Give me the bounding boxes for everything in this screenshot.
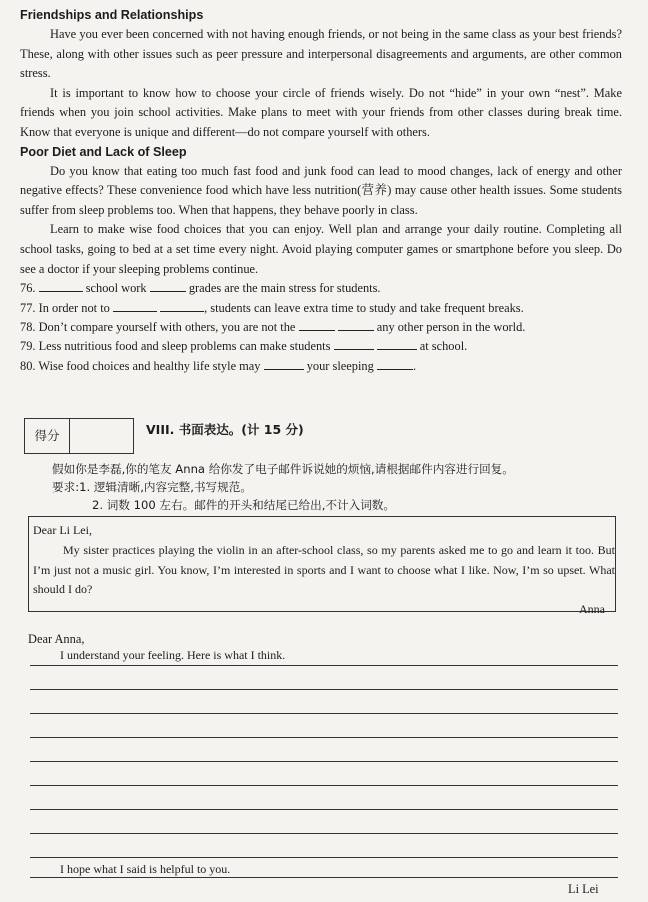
writing-line[interactable] [30, 876, 618, 878]
question-76: 76. school work grades are the main stress for students. [20, 281, 381, 296]
writing-line[interactable] [30, 688, 618, 690]
answer-blank[interactable] [150, 279, 186, 292]
question-77: 77. In order not to , students can leave extra time to study and take frequent breaks. [20, 300, 524, 315]
answer-blank[interactable] [377, 357, 413, 370]
writing-line[interactable] [30, 832, 618, 834]
writing-requirement-1: 要求:1. 逻辑清晰,内容完整,书写规范。 [52, 480, 252, 494]
writing-requirement-2: 2. 词数 100 左右。邮件的开头和结尾已给出,不计入词数。 [92, 498, 395, 512]
reply-greeting: Dear Anna, [28, 632, 85, 646]
writing-line[interactable] [30, 784, 618, 786]
reply-opening: I understand your feeling. Here is what I think. [60, 648, 286, 662]
answer-blank[interactable] [334, 337, 374, 350]
writing-line[interactable] [30, 808, 618, 810]
answer-blank[interactable] [377, 337, 417, 350]
paragraph: Learn to make wise food choices that you can enjoy. Well plan and arrange your daily routine. Completing all school tasks, going to bed at a set time every night. Avoid playing computer games or smartphone before you sleep. Do see a doctor if your sleeping problems continue. [20, 222, 622, 276]
writing-line[interactable] [30, 856, 618, 858]
email-letter-box [28, 516, 616, 617]
writing-line[interactable] [30, 760, 618, 762]
question-78: 78. Don’t compare yourself with others, you are not the any other person in the world. [20, 319, 526, 334]
writing-line[interactable] [30, 736, 618, 738]
exam-page [20, 6, 622, 896]
letter-signature: Anna [579, 602, 605, 617]
answer-blank[interactable] [338, 318, 374, 331]
section-title-writing: VIII. 书面表达。(计 15 分) [146, 422, 304, 437]
writing-line[interactable] [30, 712, 618, 714]
score-label: 得分 [25, 419, 70, 453]
writing-instruction: 假如你是李磊,你的笔友 Anna 给你发了电子邮件诉说她的烦恼,请根据邮件内容进行回复。 [52, 462, 514, 476]
paragraph: Have you ever been concerned with not having enough friends, or not being in the same class as your best friends? These, along with other issues such as peer pressure and interpersonal disagreements and arguments, are other common stress. [20, 27, 622, 81]
reply-signature: Li Lei [568, 882, 599, 896]
question-79: 79. Less nutritious food and sleep problems can make students at school. [20, 339, 468, 354]
paragraph: It is important to know how to choose your circle of friends wisely. Do not “hide” in your own “nest”. Make friends when you join school activities. Make plans to meet with your friends from other classes during break time. Know that everyone is unique and different—do not compare yourself with others. [20, 85, 622, 139]
letter-body: My sister practices playing the violin in an after-school class, so my parents asked me to go and learn it too. But I’m just not a music girl. You know, I’m interested in sports and I want to choose what I like. Now, I’m so upset. What should I do? [33, 542, 615, 597]
score-box [24, 418, 134, 454]
answer-blank[interactable] [39, 279, 83, 292]
paragraph: Do you know that eating too much fast food and junk food can lead to mood changes, lack of energy and other negative effects? These convenience food which have less nutrition(营养) may cause other health issues. Some students suffer from sleep problems too. When that happens, they behave poorly in class. [20, 163, 622, 217]
section-heading-diet-sleep: Poor Diet and Lack of Sleep [20, 144, 187, 159]
section-heading-friendships: Friendships and Relationships [20, 8, 204, 22]
answer-blank[interactable] [160, 299, 204, 312]
answer-blank[interactable] [113, 299, 157, 312]
answer-blank[interactable] [264, 357, 304, 370]
letter-greeting: Dear Li Lei, [33, 523, 92, 537]
writing-line[interactable] [30, 664, 618, 666]
answer-blank[interactable] [299, 318, 335, 331]
question-80: 80. Wise food choices and healthy life style may your sleeping . [20, 358, 417, 373]
reply-closing: I hope what I said is helpful to you. [60, 862, 231, 876]
